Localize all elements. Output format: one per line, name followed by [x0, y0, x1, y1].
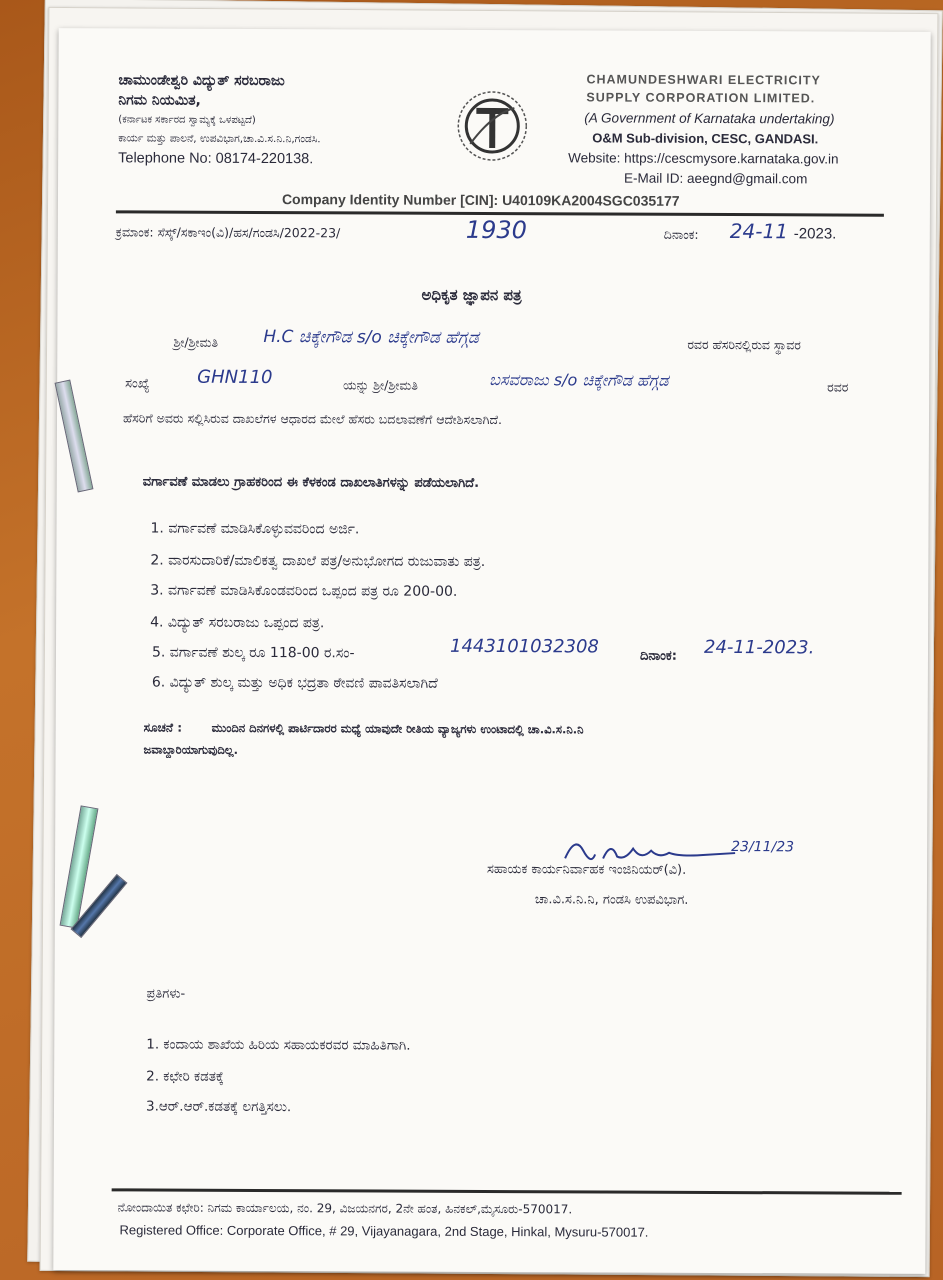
telephone: Telephone No: 08174-220138.: [118, 150, 314, 168]
document-item-3: 3. ವರ್ಗಾವಣೆ ಮಾಡಿಸಿಕೊಂಡವರಿಂದ ಒಪ್ಪಂದ ಪತ್ರ ರೂ 200-00.: [150, 582, 458, 600]
footer-rule: [112, 1188, 902, 1194]
copies-heading: ಪ್ರತಿಗಳು-: [146, 986, 186, 1002]
copy-item-2: 2. ಕಛೇರಿ ಕಡತಕ್ಕೆ: [146, 1068, 224, 1085]
item5-date-handwritten: 24-11-2023.: [703, 636, 815, 659]
date-label: ದಿನಾಂಕ:: [663, 226, 699, 242]
note-line2: ಜವಾಬ್ದಾರಿಯಾಗುವುದಿಲ್ಲ.: [143, 742, 239, 757]
cin: Company Identity Number [CIN]: U40109KA2004SGC035177: [281, 191, 680, 209]
header-en-line1: CHAMUNDESHWARI ELECTRICITY: [586, 72, 821, 88]
memo-title: ಅಧಿಕೃತ ಜ್ಞಾಪನ ಪತ್ರ: [421, 285, 522, 305]
installation-number-handwritten: GHN110: [197, 366, 273, 389]
note-line1: ಮುಂದಿನ ದಿನಗಳಲ್ಲಿ ಪಾರ್ಟಿದಾರರ ಮಧ್ಯೆ ಯಾವುದೇ ರೀತಿಯ ವ್ಯಾಜ್ಯಗಳು ಉಂಟಾದಲ್ಲಿ ಚಾ.ವಿ.ಸ.ನಿ.ನಿ: [211, 720, 584, 737]
signature-date-handwritten: 23/11/23: [731, 839, 795, 856]
document-item-6: 6. ವಿದ್ಯುತ್ ಶುಲ್ಕ ಮತ್ತು ಅಧಿಕ ಭದ್ರತಾ ಠೇವಣಿ ಪಾವತಿಸಲಾಗಿದೆ: [151, 674, 438, 692]
item5-date-label: ದಿನಾಂಕ:: [639, 648, 678, 664]
document-item-5: 5. ವರ್ಗಾವಣೆ ಶುಲ್ಕ ರೂ 118-00 ರ.ಸಂ-: [151, 644, 355, 662]
body-line3: ಹೆಸರಿಗೆ ಅವರು ಸಲ್ಲಿಸಿರುವ ದಾಖಲೆಗಳ ಆಧಾರದ ಮೇಲೆ ಹೆಸರು ಬದಲಾವಣೆಗೆ ಆದೇಶಿಸಲಾಗಿದೆ.: [122, 410, 503, 428]
date-year: -2023.: [793, 225, 837, 243]
signature-office: ಚಾ.ವಿ.ಸ.ನಿ.ನಿ, ಗಂಡಸಿ ಉಪವಿಭಾಗ.: [534, 892, 689, 908]
document-item-4: 4. ವಿದ್ಯುತ್ ಸರಬರಾಜು ಒಪ್ಪಂದ ಪತ್ರ.: [150, 614, 325, 632]
new-name-handwritten: ಬಸವರಾಜು s/o ಚಿಕ್ಕೇಗೌಡ ಹೆಗ್ಗಡ: [489, 369, 669, 390]
email: E-Mail ID: aeegnd@gmail.com: [624, 170, 808, 187]
note-label: ಸೂಚನೆ :: [143, 720, 183, 735]
header-en-line3: (A Government of Karnataka undertaking): [584, 110, 835, 127]
copy-item-3: 3.ಆರ್.ಆರ್.ಕಡತಕ್ಕೆ ಲಗತ್ತಿಸಲು.: [145, 1098, 292, 1116]
body-line2-prefix: ಸಂಖ್ಯೆ: [125, 376, 150, 392]
header-kn-line3: (ಕರ್ನಾಟಕ ಸರ್ಕಾರದ ಸ್ವಾಮ್ಯಕ್ಕೆ ಒಳಪಟ್ಟದೆ): [118, 114, 256, 126]
header-en-line4: O&M Sub-division, CESC, GANDASI.: [592, 130, 819, 147]
body-line2-mid: ಯನ್ನು ಶ್ರೀ/ಶ್ರೀಮತಿ: [343, 377, 418, 393]
body-line2-suffix: ರವರ: [827, 379, 849, 395]
header-en-line2: SUPPLY CORPORATION LIMITED.: [586, 90, 816, 106]
reference-number-handwritten: 1930: [465, 215, 527, 245]
cesc-logo-icon: [450, 84, 534, 168]
document-item-2: 2. ವಾರಸುದಾರಿಕೆ/ಮಾಲಿಕತ್ವ ದಾಖಲೆ ಪತ್ರ/ಅನುಭೋಗದ ರುಜುವಾತು ಪತ್ರ.: [150, 552, 486, 570]
document-item-1: 1. ವರ್ಗಾವಣೆ ಮಾಡಿಸಿಕೊಳ್ಳುವವರಿಂದ ಅರ್ಜಿ.: [150, 520, 360, 538]
documents-heading: ವರ್ಗಾವಣೆ ಮಾಡಲು ಗ್ರಾಹಕರಿಂದ ಈ ಕೆಳಕಂಡ ದಾಖಲಾತಿಗಳನ್ನು ಪಡೆಯಲಾಗಿದೆ.: [142, 474, 480, 491]
memo-document: [53, 28, 930, 1274]
header-kn-line1: ಚಾಮುಂಡೇಶ್ವರಿ ವಿದ್ಯುತ್ ಸರಬರಾಜು: [118, 72, 285, 90]
body-line1-prefix: ಶ್ರೀ/ಶ್ರೀಮತಿ: [173, 334, 219, 350]
consumer-name-handwritten: H.C ಚಿಕ್ಕೇಗೌಡ s/o ಚಿಕ್ಕೇಗೌಡ ಹೆಗ್ಗಡ: [263, 326, 479, 348]
receipt-number-handwritten: 1443101032308: [449, 635, 599, 658]
signature-designation: ಸಹಾಯಕ ಕಾರ್ಯನಿರ್ವಾಹಕ ಇಂಜಿನಿಯರ್(ವಿ).: [487, 861, 687, 878]
date-handwritten: 24-11: [729, 219, 789, 244]
body-line1-suffix: ರವರ ಹೆಸರಿನಲ್ಲಿರುವ ಸ್ಥಾವರ: [687, 336, 801, 353]
reference-number-label: ಕ್ರಮಾಂಕ: ಸೆಸ್ಕ್/ಸಕಾಇಂ(ವಿ)/ಹಸ/ಗಂಡಸಿ/2022-23/: [115, 224, 341, 241]
footer-kn: ನೋಂದಾಯಿತ ಕಛೇರಿ: ನಿಗಮ ಕಾರ್ಯಾಲಯ, ನಂ. 29, ವಿಜಯನಗರ, 2ನೇ ಹಂತ, ಹಿನಕಲ್,ಮೈಸೂರು-570017.: [117, 1200, 573, 1217]
website: Website: https://cescmysore.karnataka.gov.in: [568, 150, 839, 167]
header-kn-line2: ನಿಗಮ ನಿಯಮಿತ,: [118, 92, 201, 109]
footer-en: Registered Office: Corporate Office, # 29, Vijayanagara, 2nd Stage, Hinkal, Mysuru-570017.: [119, 1222, 649, 1240]
copy-item-1: 1. ಕಂದಾಯ ಶಾಖೆಯ ಹಿರಿಯ ಸಹಾಯಕರವರ ಮಾಹಿತಿಗಾಗಿ.: [146, 1036, 411, 1054]
header-kn-line4: ಕಾರ್ಯ ಮತ್ತು ಪಾಲನೆ, ಉಪವಿಭಾಗ,ಚಾ.ವಿ.ಸ.ನಿ.ನಿ,ಗಂಡಸಿ.: [118, 132, 321, 146]
